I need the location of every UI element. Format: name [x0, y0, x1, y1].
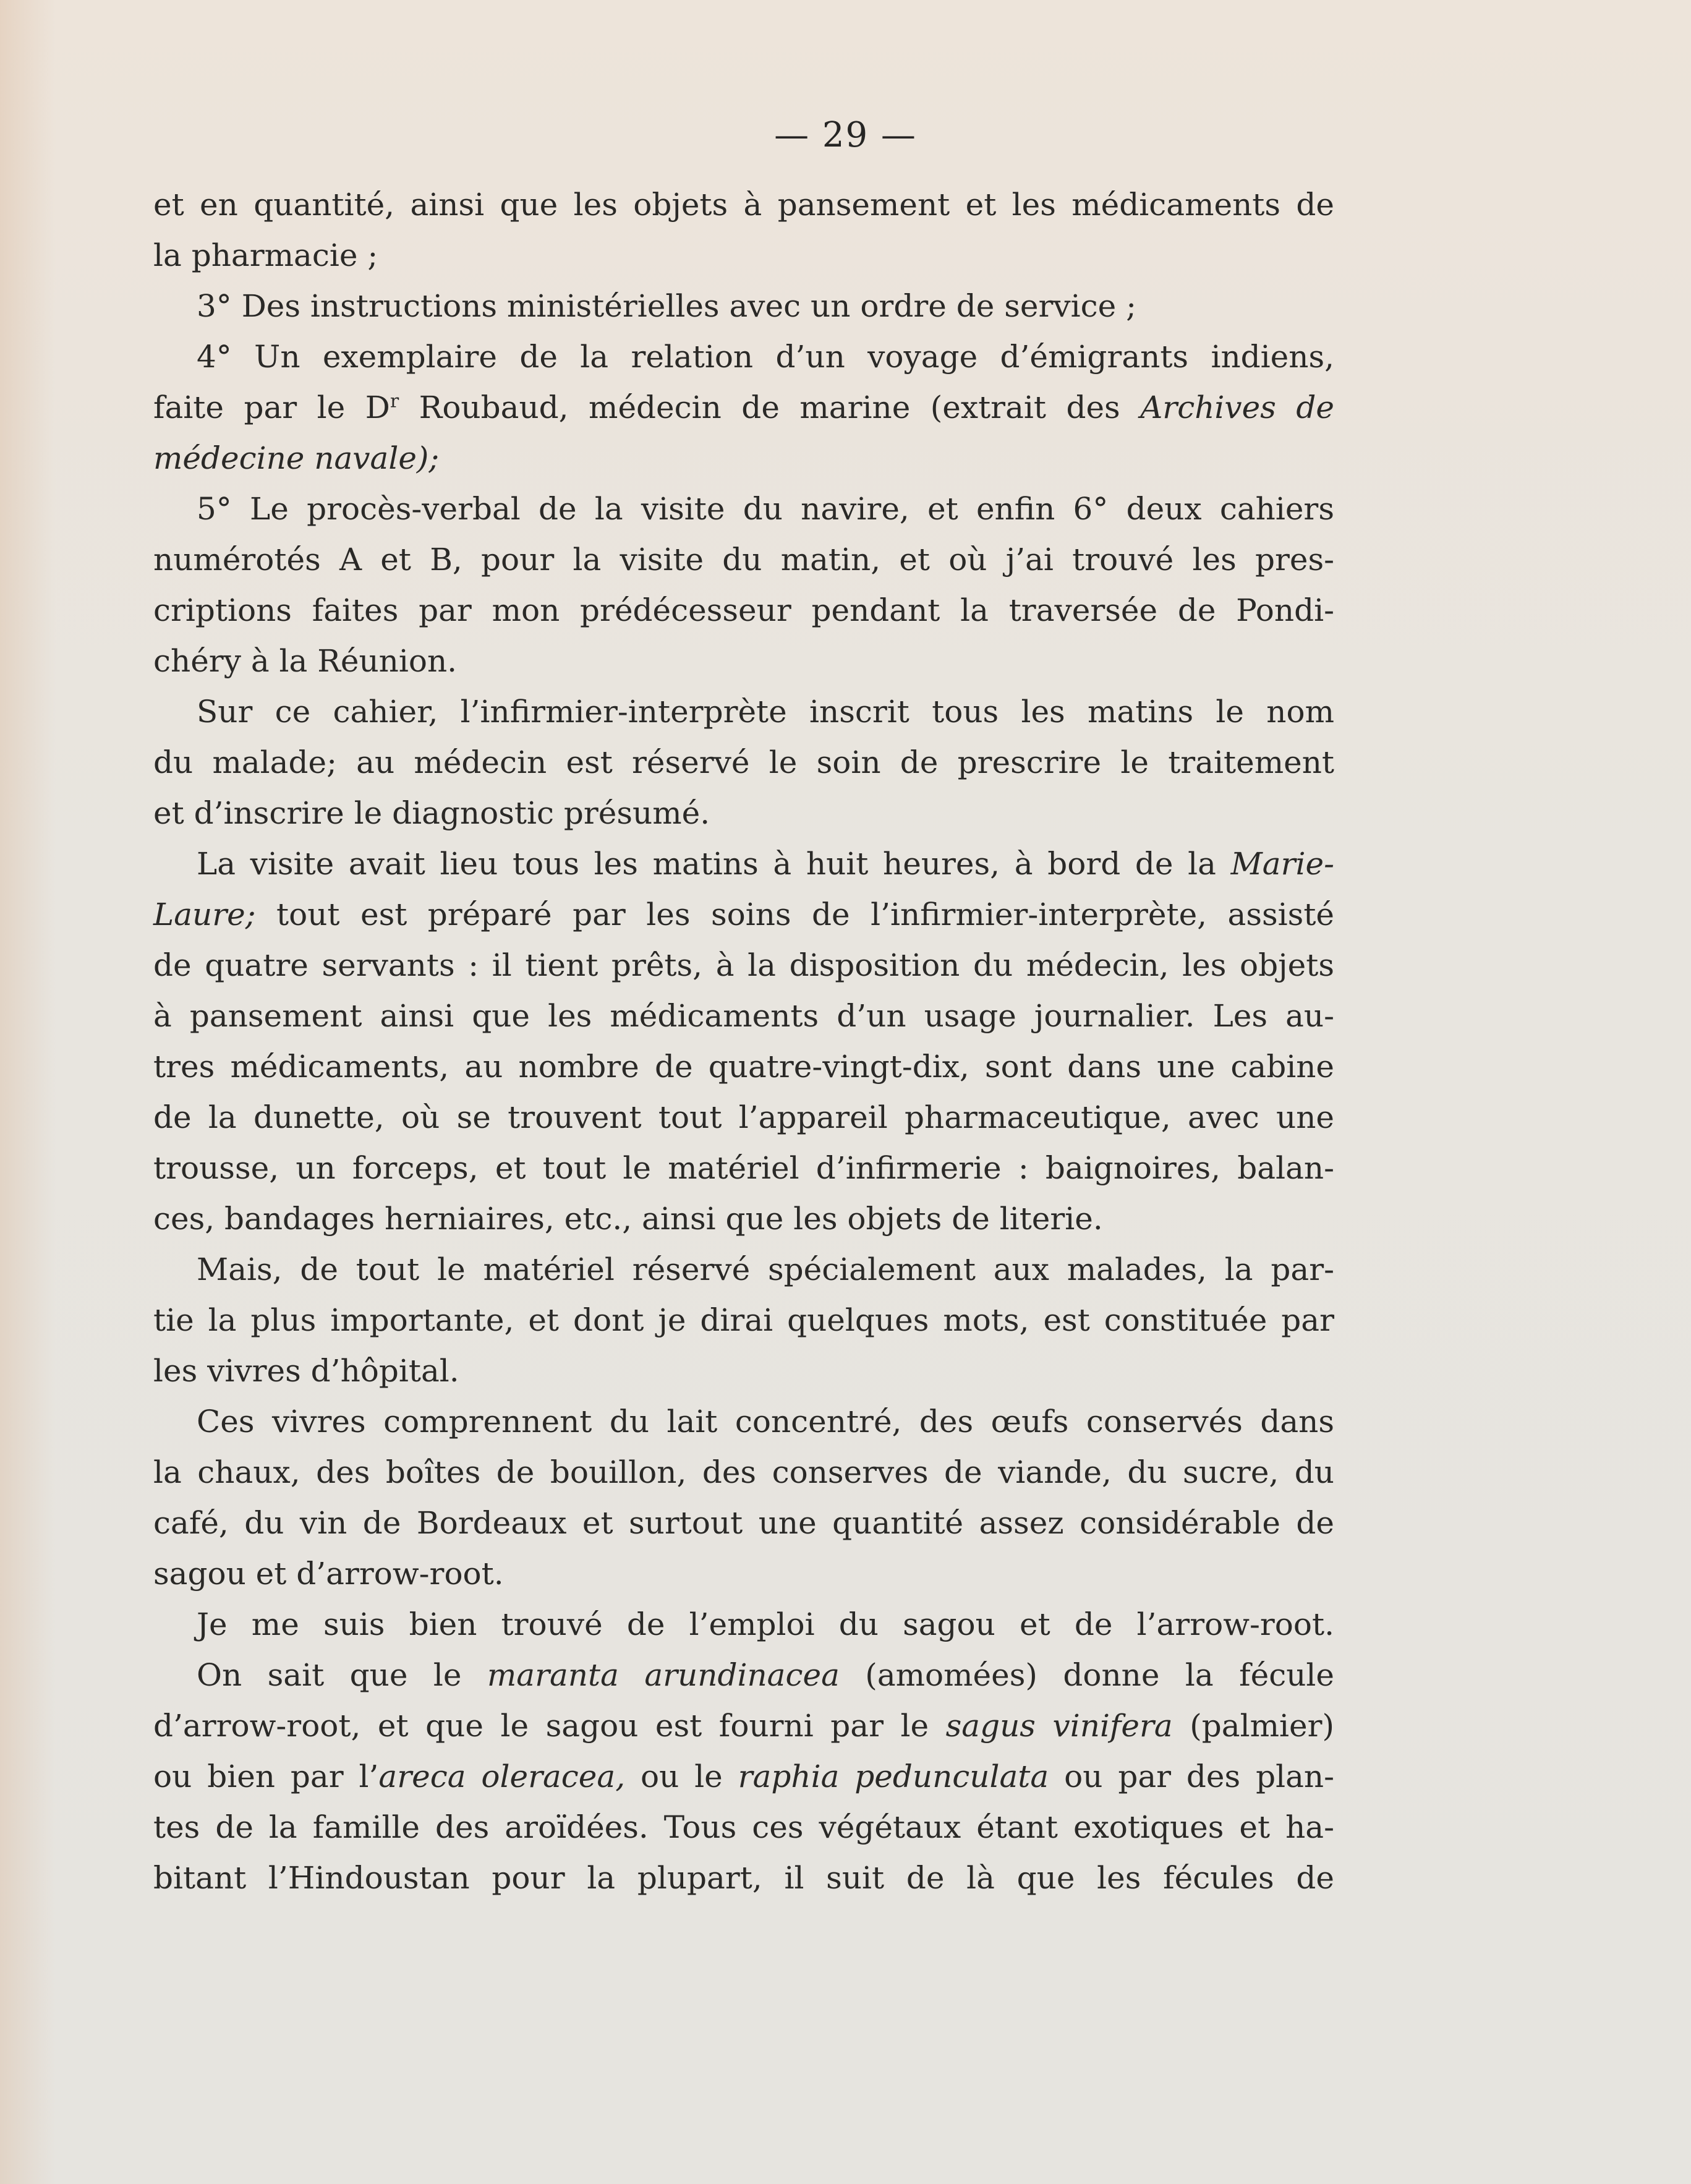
text-segment: 4° Un exemplaire de la relation d’un voyage d’émigrants indiens, — [197, 339, 1334, 375]
text-segment: du malade; au médecin est réservé le soin de prescrire le traitement — [153, 744, 1334, 780]
text-segment: et en quantité, ainsi que les objets à pansement et les médicaments de — [153, 187, 1334, 223]
text-line — [153, 1193, 1334, 1244]
text-segment: Je me suis bien trouvé de l’emploi du sagou et de l’arrow-root. — [197, 1606, 1334, 1642]
text-segment: ou par des plan- — [1049, 1759, 1334, 1794]
italic-text: maranta arundinacea — [487, 1657, 840, 1693]
text-line — [153, 940, 1334, 991]
text-segment: chéry à la Réunion. — [153, 643, 458, 679]
text-segment: Ces vivres comprennent du lait concentré, des œufs conservés dans — [197, 1404, 1334, 1440]
text-line — [153, 534, 1334, 585]
text-line — [153, 230, 1334, 281]
text-line — [153, 1853, 1334, 1903]
page-number: — 29 — — [774, 115, 917, 155]
text-line — [153, 281, 1334, 331]
text-line — [153, 433, 1334, 484]
text-line — [153, 1244, 1334, 1295]
italic-text: Laure; — [153, 897, 256, 932]
italic-text: Archives de — [1140, 390, 1334, 425]
text-segment: (amomées) donne la fécule — [839, 1657, 1334, 1693]
text-segment: de quatre servants : il tient prêts, à la disposition du médecin, les objets — [153, 947, 1334, 983]
text-segment: à pansement ainsi que les médicaments d’un usage journalier. Les au- — [153, 998, 1334, 1034]
text-segment: tie la plus importante, et dont je dirai quelques mots, est constituée par — [153, 1302, 1334, 1338]
italic-text: médecine navale); — [153, 440, 440, 476]
text-line — [153, 382, 1334, 433]
text-line — [153, 889, 1334, 940]
text-line — [153, 1396, 1334, 1447]
text-segment: Roubaud, médecin de marine (extrait des — [399, 390, 1141, 425]
text-segment: ou le — [625, 1759, 738, 1794]
text-segment: Mais, de tout le matériel réservé spécialement aux malades, la par- — [197, 1252, 1334, 1287]
text-line — [153, 1548, 1334, 1599]
text-line — [153, 991, 1334, 1041]
text-segment: sagou et d’arrow-root. — [153, 1556, 504, 1592]
text-line — [153, 1447, 1334, 1498]
text-segment: trousse, un forceps, et tout le matériel d’infirmerie : baignoires, balan- — [153, 1150, 1334, 1186]
text-segment: café, du vin de Bordeaux et surtout une quantité assez considérable de — [153, 1505, 1334, 1541]
text-line — [153, 636, 1334, 686]
text-line — [153, 1802, 1334, 1853]
text-line — [153, 1092, 1334, 1143]
text-line — [153, 585, 1334, 636]
text-segment: la pharmacie ; — [153, 237, 378, 273]
text-line — [153, 1295, 1334, 1346]
text-segment: 5° Le procès-verbal de la visite du navire, et enfin 6° deux cahiers — [197, 491, 1334, 527]
text-line — [153, 788, 1334, 838]
body-text — [153, 179, 1334, 1903]
text-segment: numérotés A et B, pour la visite du matin, et où j’ai trouvé les pres- — [153, 542, 1334, 578]
text-segment: tres médicaments, au nombre de quatre-vingt-dix, sont dans une cabine — [153, 1049, 1334, 1085]
text-segment: les vivres d’hôpital. — [153, 1353, 459, 1389]
text-line — [153, 1498, 1334, 1548]
italic-text: areca oleracea, — [378, 1759, 626, 1794]
text-line — [153, 838, 1334, 889]
text-line — [153, 1650, 1334, 1700]
italic-text: Marie- — [1230, 846, 1334, 882]
text-line — [153, 1346, 1334, 1396]
text-segment: criptions faites par mon prédécesseur pendant la traversée de Pondi- — [153, 592, 1334, 628]
text-line — [153, 1700, 1334, 1751]
text-segment: ces, bandages herniaires, etc., ainsi que les objets de literie. — [153, 1201, 1103, 1237]
text-segment: tes de la famille des aroïdées. Tous ces végétaux étant exotiques et ha- — [153, 1809, 1334, 1845]
italic-text: sagus vinifera — [945, 1708, 1173, 1744]
text-segment: 3° Des instructions ministérielles avec un ordre de service ; — [197, 288, 1136, 324]
italic-text: raphia pedunculata — [738, 1759, 1049, 1794]
text-segment: (palmier) — [1172, 1708, 1335, 1744]
text-segment: d’arrow-root, et que le sagou est fourni par le — [153, 1708, 946, 1744]
text-segment: tout est préparé par les soins de l’infirmier-interprète, assisté — [255, 897, 1334, 932]
text-line — [153, 1143, 1334, 1193]
text-segment: Sur ce cahier, l’infirmier-interprète inscrit tous les matins le nom — [197, 694, 1334, 730]
text-segment: de la dunette, où se trouvent tout l’appareil pharmaceutique, avec une — [153, 1099, 1334, 1135]
text-segment: bitant l’Hindoustan pour la plupart, il suit de là que les fécules de — [153, 1860, 1334, 1896]
text-line — [153, 179, 1334, 230]
text-segment: On sait que le — [197, 1657, 487, 1693]
text-line — [153, 1041, 1334, 1092]
text-line — [153, 331, 1334, 382]
text-line — [153, 1751, 1334, 1802]
text-line — [153, 737, 1334, 788]
text-segment: faite par le D — [153, 390, 390, 425]
superscript-text: r — [390, 390, 399, 412]
text-segment: La visite avait lieu tous les matins à huit heures, à bord de la — [197, 846, 1231, 882]
text-line — [153, 1599, 1334, 1650]
text-segment: et d’inscrire le diagnostic présumé. — [153, 795, 710, 831]
text-segment: ou bien par l’ — [153, 1759, 379, 1794]
text-line — [153, 484, 1334, 534]
text-segment: la chaux, des boîtes de bouillon, des conserves de viande, du sucre, du — [153, 1454, 1334, 1490]
text-line — [153, 686, 1334, 737]
